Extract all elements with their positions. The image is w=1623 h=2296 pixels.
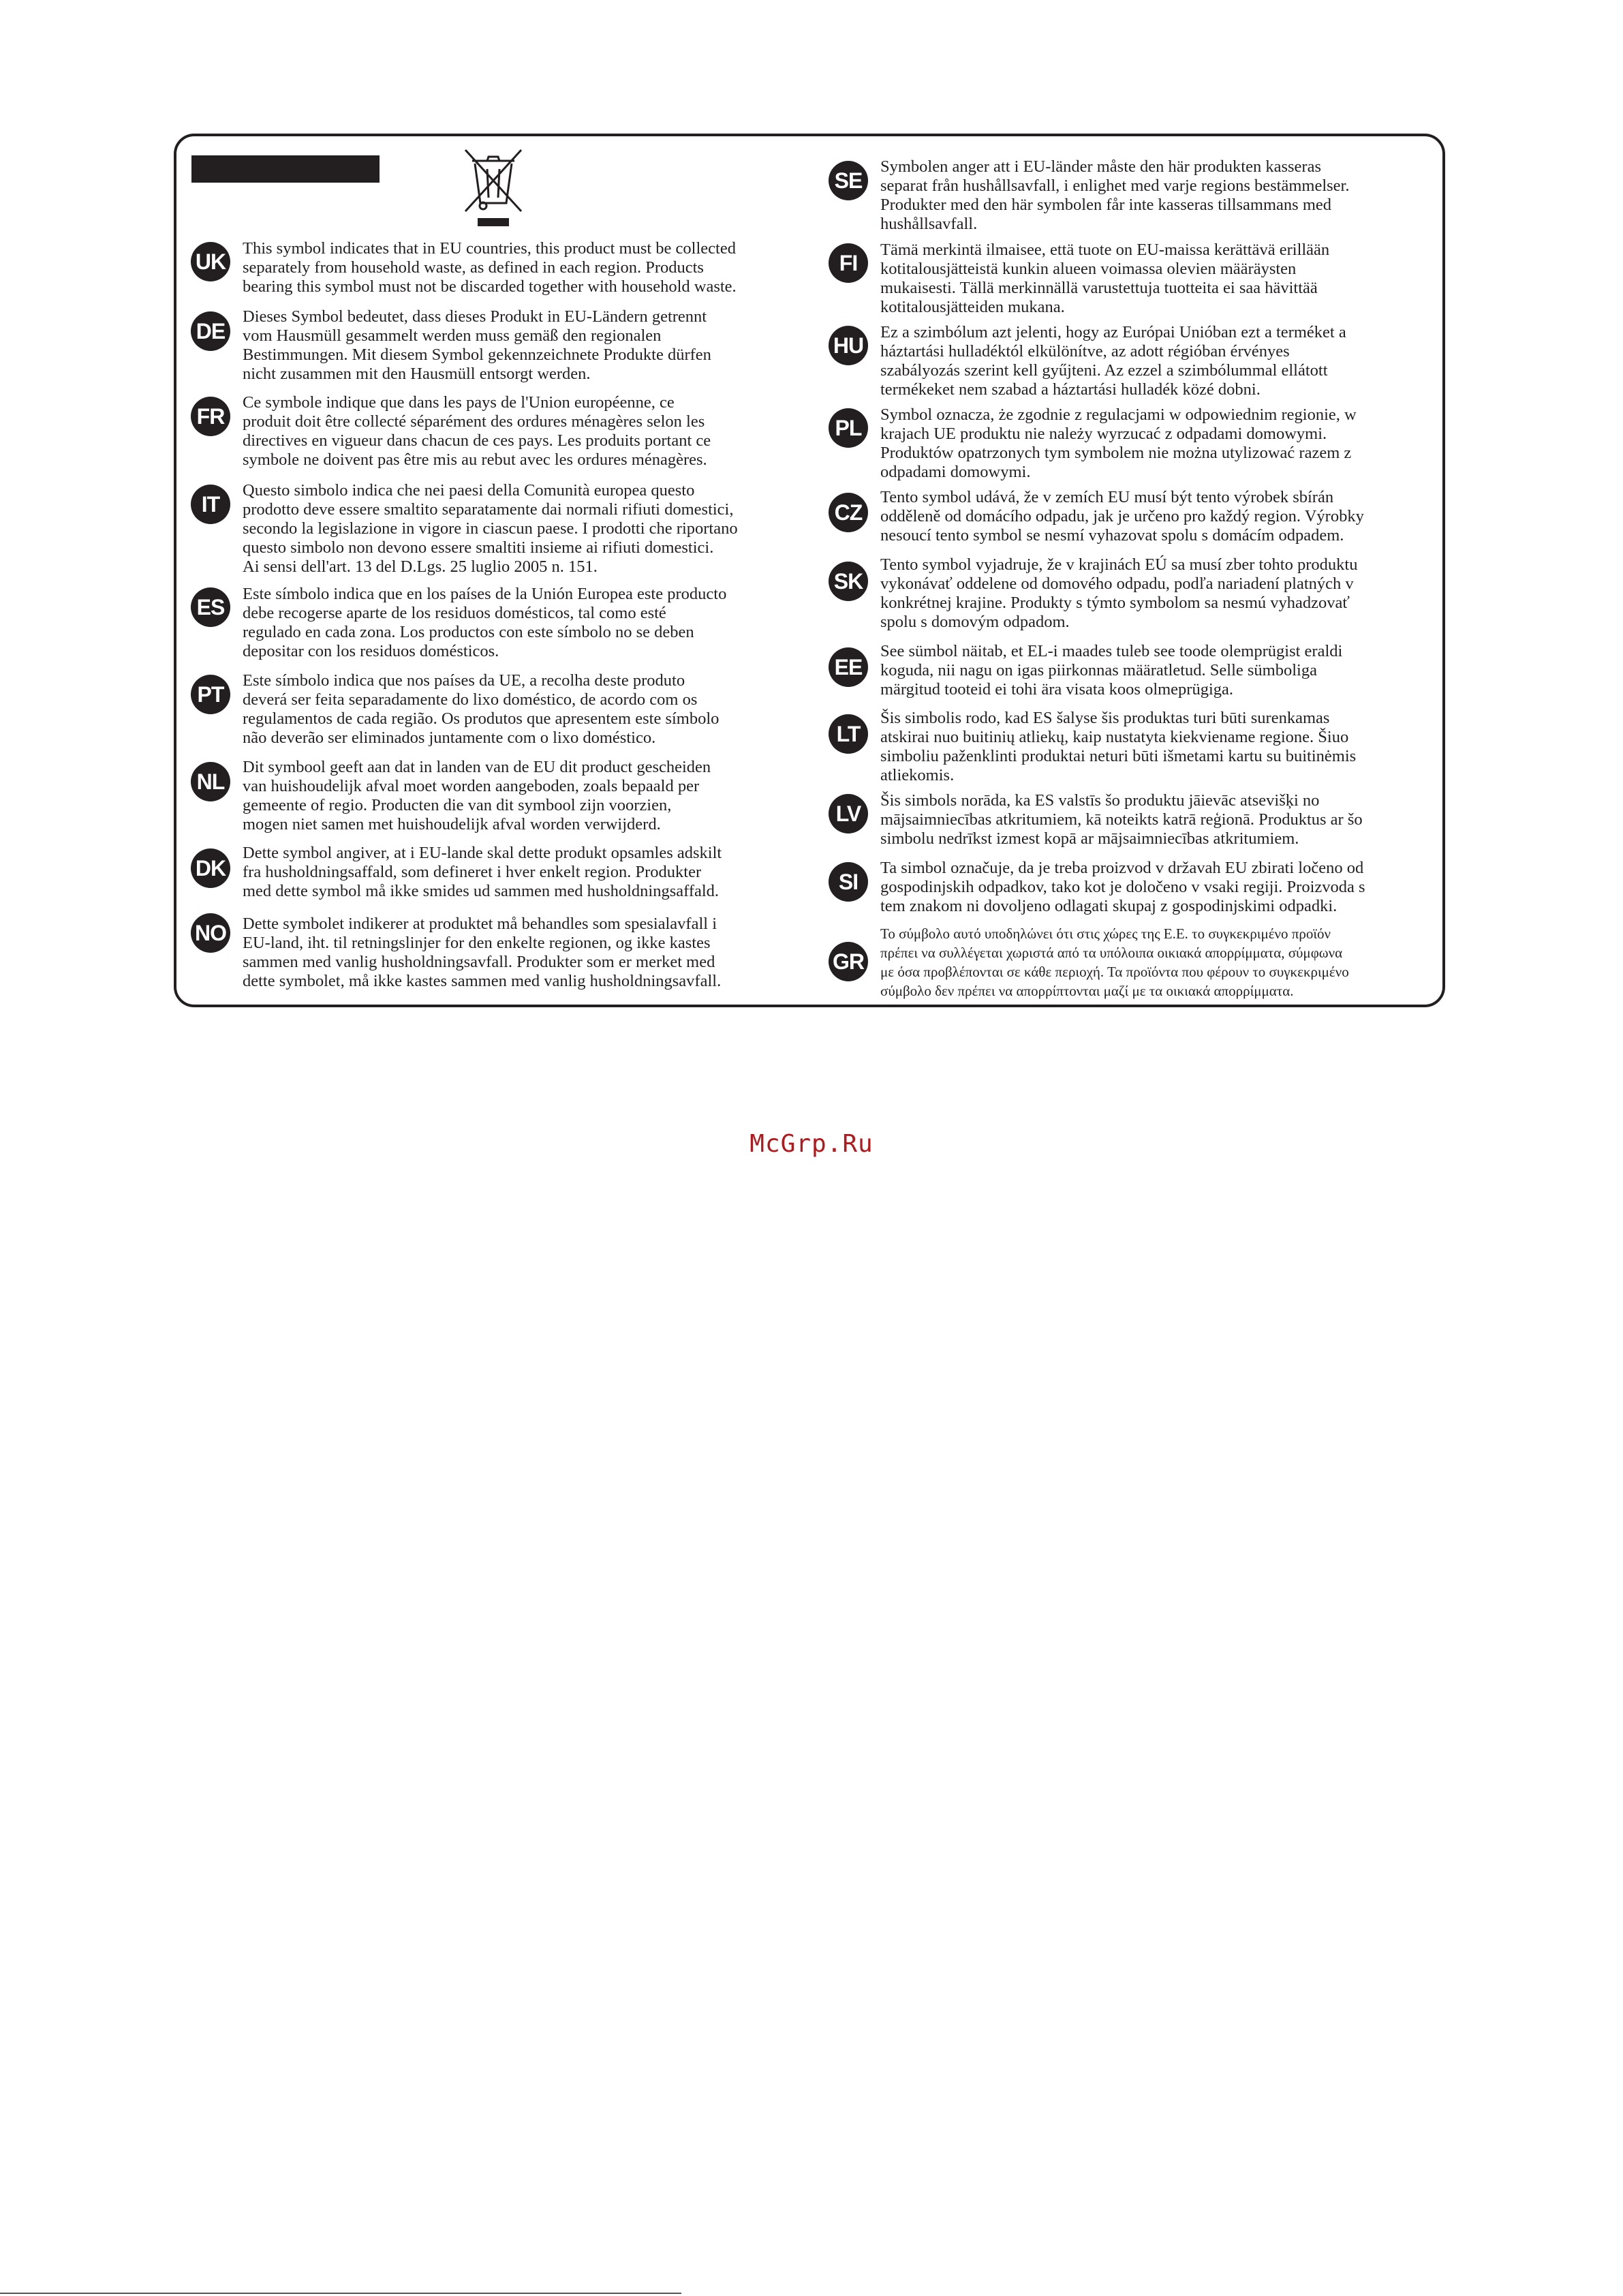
country-badge-no: NO [191, 913, 230, 953]
country-badge-lv: LV [829, 794, 868, 833]
country-badge-pl: PL [829, 408, 868, 448]
disposal-text-es: Este símbolo indica que en los países de la Unión Europea este producto debe recogerse aparte de los residuos domésticos, tal como esté regulado en cada zona. Los productos con este símbolo no se deben depositar con los residuos domésticos. [243, 585, 727, 660]
country-badge-pt: PT [191, 675, 230, 714]
watermark: McGrp.Ru [749, 1130, 874, 1158]
disposal-text-pt: Este símbolo indica que nos países da UE, a recolha deste produto deverá ser feita separadamente do lixo doméstico, de acordo com os regulamentos de cada região. Os produtos que apresentem este símbolo não deverão ser eliminados juntamente com o lixo doméstico. [243, 671, 720, 747]
disposal-text-fr: Ce symbole indique que dans les pays de l'Union européenne, ce produit doit être collecté séparément des ordures ménagères selon les directives en vigueur dans chacun de ces pays. Les produits portant ce symbole ne doivent pas être mis au rebut avec les ordures ménagères. [243, 393, 711, 469]
disposal-text-dk: Dette symbol angiver, at i EU-lande skal dette produkt opsamles adskilt fra husholdningsaffald, som defineret i hver enkelt region. Produkter med dette symbol må ikke smides ud sammen med husholdningsaffald. [243, 844, 722, 900]
disposal-text-lv: Šis simbols norāda, ka ES valstīs šo produktu jāievāc atsevišķi no mājsaimniecības atkritumiem, kā noteikts katrā reģionā. Produktus ar šo simbolu nedrīkst izmest kopā ar mājsaimniecības atkritumiem. [880, 791, 1363, 848]
disposal-text-gr: Το σύμβολο αυτό υποδηλώνει ότι στις χώρες της Ε.Ε. το συγκεκριμένο προϊόν πρέπει να συλλέγεται χωριστά από τα υπόλοιπα οικιακά απορρίμματα, σύμφωνα με όσα προβλέπονται σε κάθε περιοχή. Τα προϊόντα που φέρουν το συγκεκριμένο σύμβολο δεν πρέπει να απορρίπτονται μαζί με τα οικιακά απορρίμματα. [880, 925, 1349, 999]
disposal-text-cz: Tento symbol udává, že v zemích EU musí být tento výrobek sbírán odděleně od domácího odpadu, jak je určeno pro každý region. Výrobky nesoucí tento symbol se nesmí vyhazovat spolu s domácím odpadem. [880, 488, 1364, 545]
country-badge-cz: CZ [829, 493, 868, 532]
disposal-text-fi: Tämä merkintä ilmaisee, että tuote on EU-maissa kerättävä erillään kotitalousjätteistä kunkin alueen voimassa olevien määräysten mukaisesti. Tällä merkinnällä varustettuja tuotteita ei saa hävittää kotitalousjätteiden mukana. [880, 241, 1330, 316]
disposal-text-hu: Ez a szimbólum azt jelenti, hogy az Európai Unióban ezt a terméket a háztartási hulladéktól elkülönítve, az adott régióban érvényes szabályozás szerint kell gyűjteni. Az ezzel a szimbólummal ellátott termékeket nem szabad a háztartási hulladék közé dobni. [880, 323, 1346, 399]
disposal-text-lt: Šis simbolis rodo, kad ES šalyse šis produktas turi būti surenkamas atskirai nuo buitinių atliekų, kaip nustatyta kiekviename regione. Šiuo simboliu paženklinti produktai neturi būti išmetami kartu su buitinėmis atliekomis. [880, 709, 1357, 784]
country-badge-ee: EE [829, 647, 868, 687]
country-badge-hu: HU [829, 326, 868, 365]
footer-rule [0, 2293, 681, 2294]
country-badge-it: IT [191, 485, 230, 524]
country-badge-uk: UK [191, 242, 230, 281]
crossed-out-wheelie-bin-icon [463, 146, 524, 228]
country-badge-se: SE [829, 161, 868, 200]
disposal-text-it: Questo simbolo indica che nei paesi della Comunità europea questo prodotto deve essere smaltito separatamente dai normali rifiuti domestici, secondo la legislazione in vigore in ciascun paese. I prodotti che riportano questo simbolo non devono essere smaltiti insieme ai rifiuti domestici. Ai sensi dell'art. 13 del D.Lgs. 25 luglio 2005 n. 151. [243, 481, 738, 576]
disposal-text-ee: See sümbol näitab, et EL-i maades tuleb see toode olemprügist eraldi koguda, nii nagu on igas piirkonnas määratletud. Selle sümboliga märgitud tooteid ei tohi ära visata koos olmeprügiga. [880, 642, 1343, 699]
disposal-text-si: Ta simbol označuje, da je treba proizvod v državah EU zbirati ločeno od gospodinjskih odpadkov, tako kot je določeno v vsaki regiji. Proizvoda s tem znakom ni dovoljeno odlagati skupaj z gospodinjskimi odpadki. [880, 859, 1365, 915]
country-badge-sk: SK [829, 562, 868, 601]
country-badge-de: DE [191, 311, 230, 351]
country-badge-si: SI [829, 862, 868, 902]
country-badge-dk: DK [191, 848, 230, 888]
country-badge-gr: GR [829, 942, 868, 981]
country-badge-es: ES [191, 587, 230, 627]
disposal-text-no: Dette symbolet indikerer at produktet må behandles som spesialavfall i EU-land, iht. til retningslinjer for den enkelte regionen, og ikke kastes sammen med vanlig husholdningsavfall. Produkter som er merket med dette symbolet, må ikke kastes sammen med vanlig husholdningsavfall. [243, 915, 722, 990]
disposal-text-de: Dieses Symbol bedeutet, dass dieses Produkt in EU-Ländern getrennt vom Hausmüll gesammelt werden muss gemäß den regionalen Bestimmungen. Mit diesem Symbol gekennzeichnete Produkte dürfen nicht zusammen mit den Hausmüll entsorgt werden. [243, 307, 711, 383]
disposal-text-sk: Tento symbol vyjadruje, že v krajinách EÚ sa musí zber tohto produktu vykonávať oddelene od domového odpadu, podľa nariadení platných v konkrétnej krajine. Produkty s týmto symbolom sa nesmú vyhadzovať spolu s domovým odpadom. [880, 555, 1358, 631]
header-black-bar [191, 155, 380, 183]
country-badge-nl: NL [191, 762, 230, 801]
country-badge-fi: FI [829, 243, 868, 283]
disposal-text-pl: Symbol oznacza, że zgodnie z regulacjami w odpowiednim regionie, w krajach UE produktu nie należy wyrzucać z odpadami domowymi. Produktów opatrzonych tym symbolem nie można utylizować razem z odpadami domowymi. [880, 405, 1357, 481]
disposal-text-uk: This symbol indicates that in EU countries, this product must be collected separately from household waste, as defined in each region. Products bearing this symbol must not be discarded together with household waste. [243, 239, 737, 296]
disposal-text-se: Symbolen anger att i EU-länder måste den här produkten kasseras separat från hushållsavfall, i enlighet med varje regions bestämmelser. Produkter med den här symbolen får inte kasseras tillsammans med hushållsavfall. [880, 157, 1350, 233]
country-badge-fr: FR [191, 397, 230, 436]
country-badge-lt: LT [829, 714, 868, 754]
disposal-text-nl: Dit symbool geeft aan dat in landen van de EU dit product gescheiden van huishoudelijk afval moet worden aangeboden, zoals bepaald per gemeente of regio. Producten die van dit symbool zijn voorzien, mogen niet samen met huishoudelijk afval worden verwijderd. [243, 758, 711, 833]
